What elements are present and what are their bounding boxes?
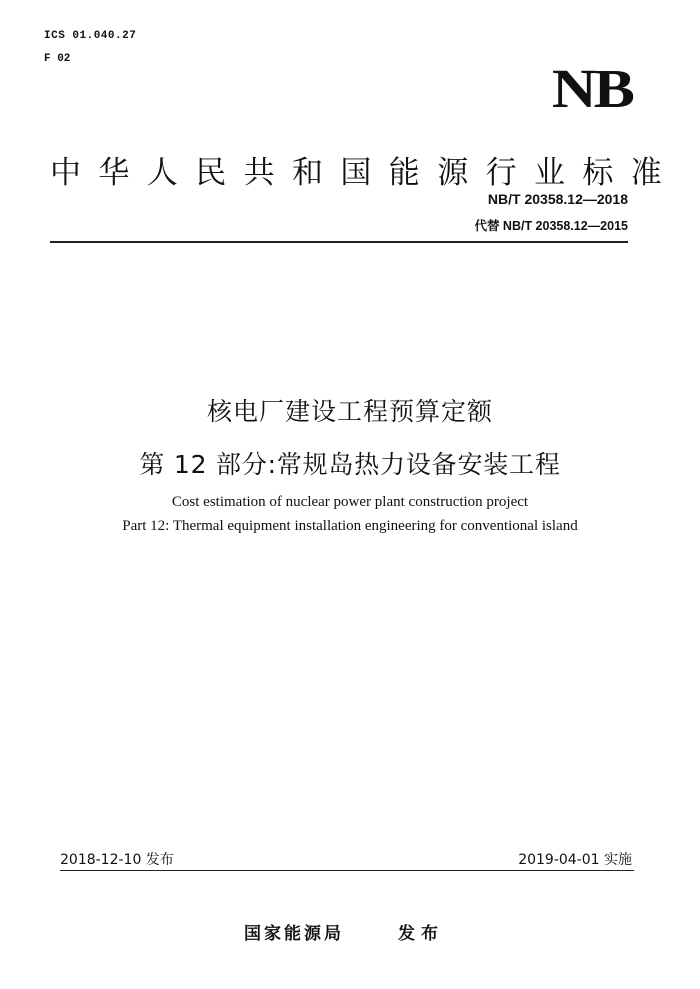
footer-divider [60,870,634,871]
implementation-date: 2019-04-01 实施 [518,852,632,868]
standard-number: NB/T 20358.12—2018 [487,191,628,207]
header-divider [50,241,628,243]
issuing-authority: 国家能源局 [244,924,344,944]
issue-date: 2018-12-10 发布 [60,852,174,868]
title-chinese-main: 核电厂建设工程预算定额 [206,397,493,426]
classification-code: F 02 [44,53,71,65]
ics-code: ICS 01.040.27 [44,30,137,42]
industry-standard-title: 中华人民共和国能源行业标准 [50,155,680,191]
nb-logo: NB [551,59,632,120]
title-chinese-part: 第 12 部分:常规岛热力设备安装工程 [139,450,561,479]
title-english-main: Cost estimation of nuclear power plant construction project [171,494,529,510]
publish-label: 发布 [398,924,444,944]
replaces-standard: 代替 NB/T 20358.12—2015 [474,219,628,233]
title-english-part: Part 12: Thermal equipment installation engineering for conventional island [122,518,578,534]
